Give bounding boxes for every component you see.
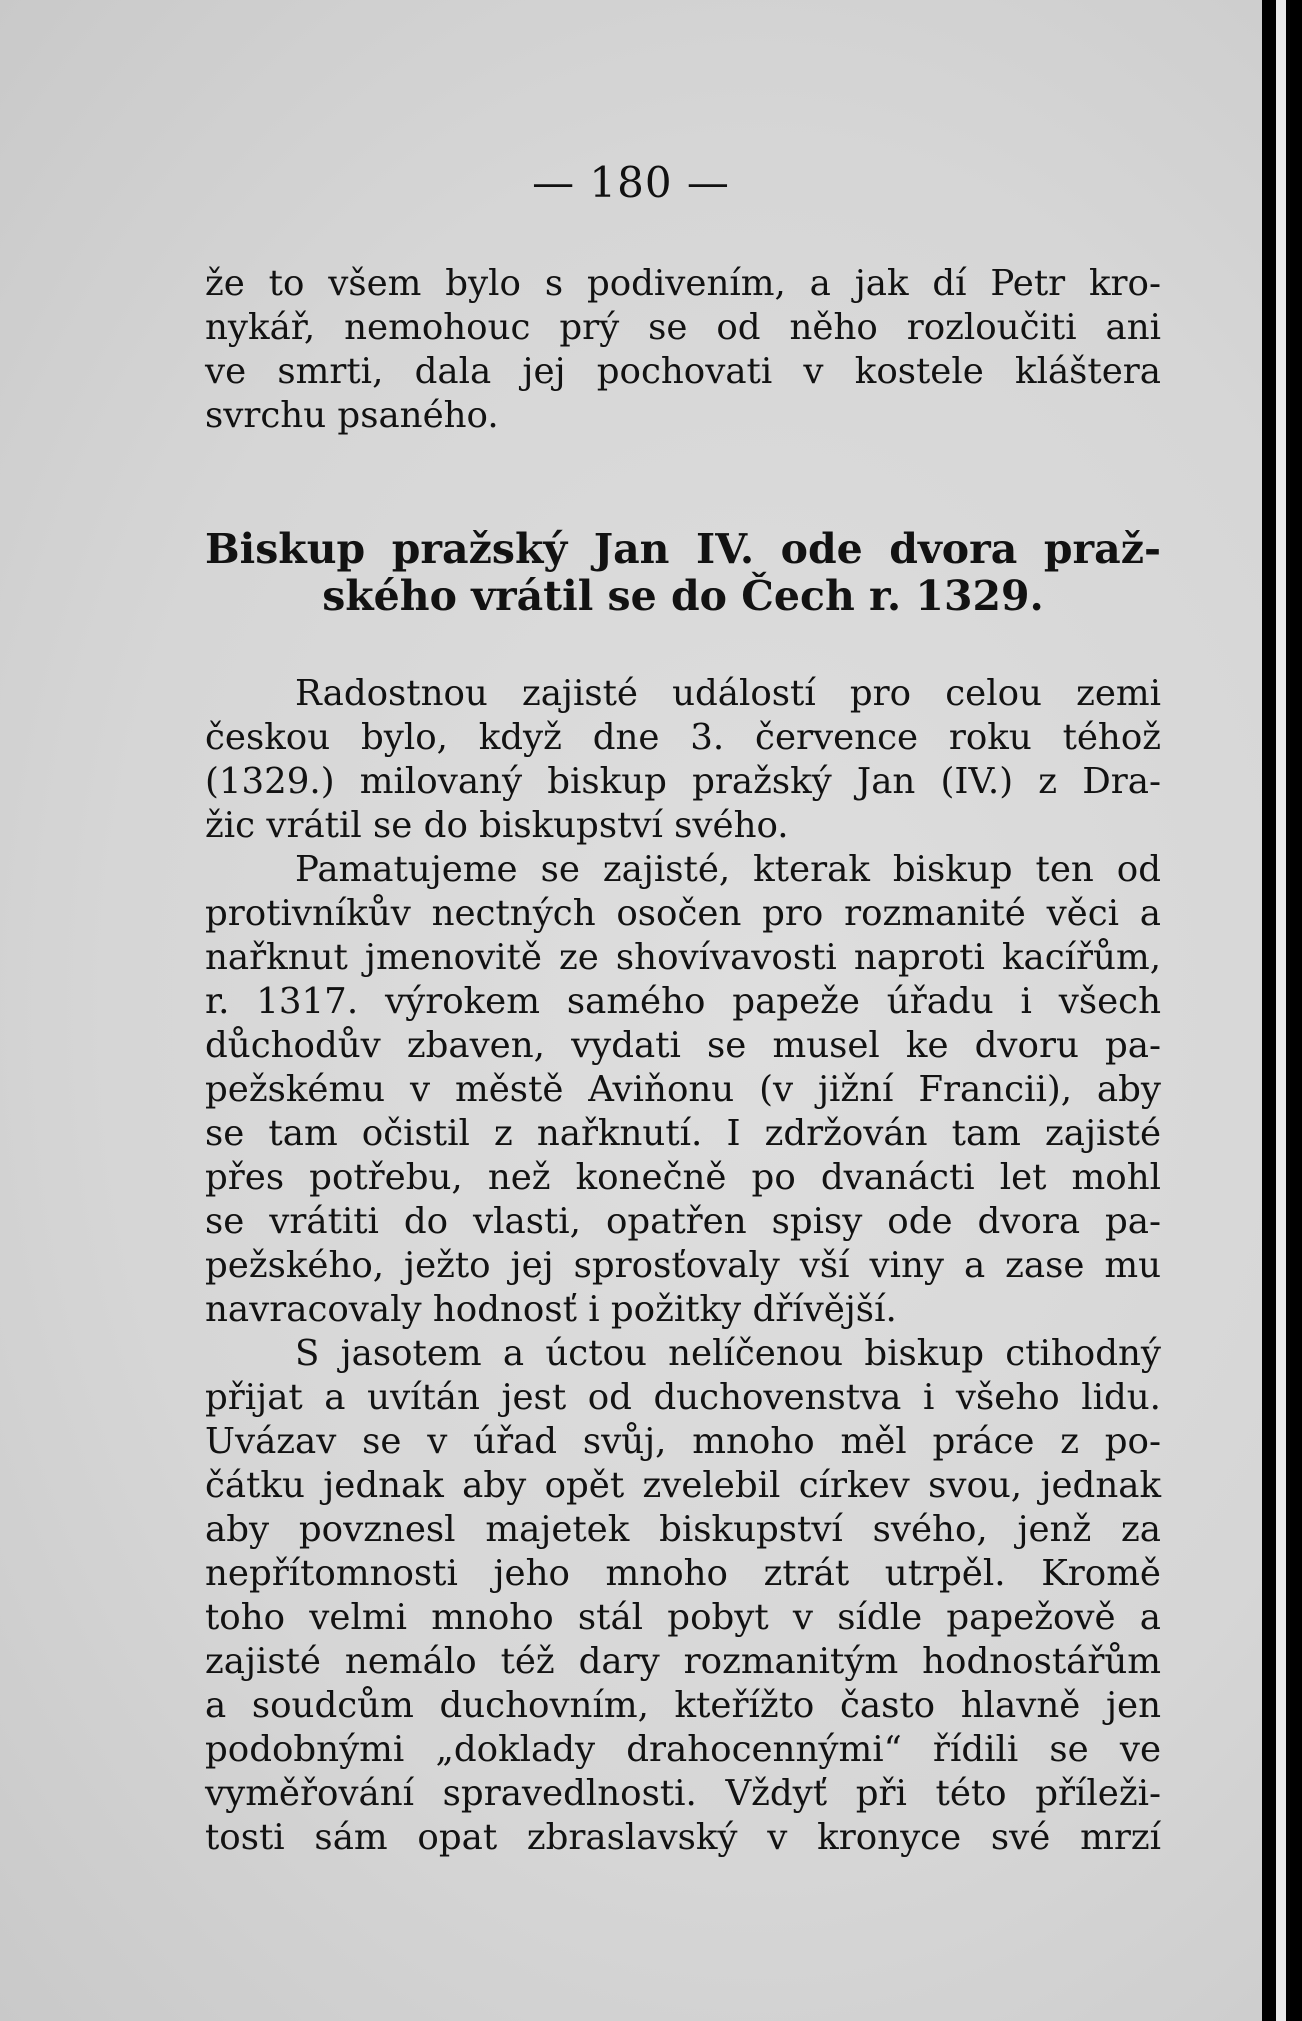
text-line: ve smrti, dala jej pochovati v kostele kláštera [205, 351, 1161, 392]
text-line: aby povznesl majetek biskupství svého, jenž za [205, 1509, 1161, 1550]
paragraph-2 [205, 848, 1161, 1332]
spacer [205, 620, 1161, 672]
paragraph-1 [205, 672, 1161, 848]
text-line: pežskému v městě Aviňonu (v jižní Francii), aby [205, 1069, 1161, 1110]
text-line: Uvázav se v úřad svůj, mnoho měl práce z po- [205, 1421, 1161, 1462]
text-line: se vrátiti do vlasti, opatřen spisy ode dvora pa- [205, 1201, 1161, 1242]
text-line: (1329.) milovaný biskup pražský Jan (IV.) z Dra- [205, 761, 1161, 802]
text-line: protivníkův nectných osočen pro rozmanité věci a [205, 893, 1161, 934]
text-line: českou bylo, když dne 3. července roku téhož [205, 717, 1161, 758]
text-line: nařknut jmenovitě ze shovívavosti naproti kacířům, [205, 937, 1161, 978]
text-line: že to všem bylo s podivením, a jak dí Petr kro- [205, 263, 1161, 304]
text-line: a soudcům duchovním, kteřížto často hlavně jen [205, 1685, 1161, 1726]
text-line: přijat a uvítán jest od duchovenstva i všeho lidu. [205, 1377, 1161, 1418]
text-line: r. 1317. výrokem samého papeže úřadu i všech [205, 981, 1161, 1022]
text-line: žic vrátil se do biskupství svého. [205, 805, 789, 846]
intro-paragraph [205, 262, 1161, 438]
text-line: podobnými „doklady drahocennými“ řídili se ve [205, 1729, 1161, 1770]
text-line: Pamatujeme se zajisté, kterak biskup ten od [295, 849, 1161, 890]
text-line: zajisté nemálo též dary rozmanitým hodnostářům [205, 1641, 1161, 1682]
text-line: čátku jednak aby opět zvelebil církev svou, jednak [205, 1465, 1161, 1506]
text-line: nykář, nemohouc prý se od něho rozloučiti ani [205, 307, 1161, 348]
text-line: přes potřebu, než konečně po dvanácti let mohl [205, 1157, 1161, 1198]
text-line: S jasotem a úctou nelíčenou biskup ctihodný [295, 1333, 1161, 1374]
heading-line: ského vrátil se do Čech r. 1329. [322, 572, 1044, 620]
page-text [205, 262, 1161, 1860]
text-line: pežského, ježto jej sprosťovaly vší viny a zase mu [205, 1245, 1161, 1286]
text-line: vyměřování spravedlnosti. Vždyť při této příleži- [205, 1773, 1161, 1814]
page-number: — 180 — [532, 158, 730, 207]
paragraph-3 [205, 1332, 1161, 1860]
text-line: Radostnou zajisté událostí pro celou zemi [295, 673, 1161, 714]
text-line: navracovaly hodnosť i požitky dřívější. [205, 1289, 897, 1330]
scan-border [1262, 0, 1302, 2021]
text-line: se tam očistil z nařknutí. I zdržován tam zajisté [205, 1113, 1161, 1154]
text-line: nepřítomnosti jeho mnoho ztrát utrpěl. Kromě [205, 1553, 1161, 1594]
section-heading [205, 526, 1161, 620]
text-line: svrchu psaného. [205, 395, 499, 436]
heading-line: Biskup pražský Jan IV. ode dvora praž- [205, 525, 1161, 573]
spacer [205, 438, 1161, 526]
text-line: důchodův zbaven, vydati se musel ke dvoru pa- [205, 1025, 1161, 1066]
next-page-edge [1276, 0, 1286, 2021]
text-line: toho velmi mnoho stál pobyt v sídle papežově a [205, 1597, 1161, 1638]
text-line: tosti sám opat zbraslavský v kronyce své mrzí [205, 1817, 1161, 1858]
